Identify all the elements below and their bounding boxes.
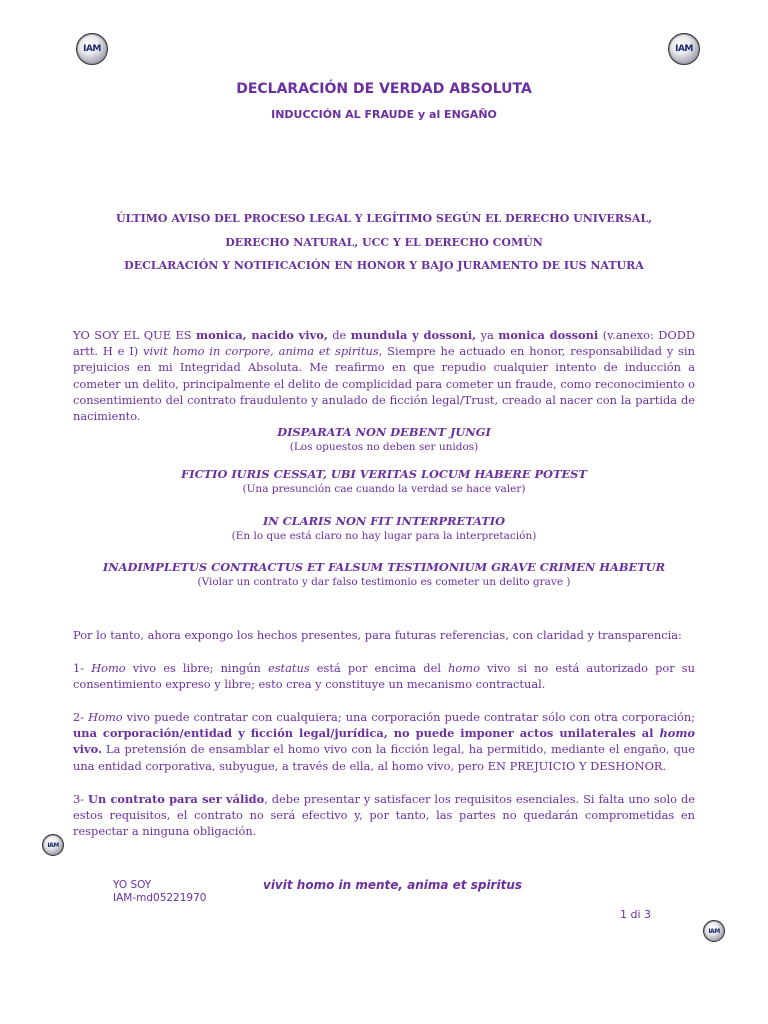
- fact-1: 1- Homo vivo es libre; ningún estatus está por encima del homo vivo si no está autorizado por su consentimiento expreso y libre; esto crea y constituye un mecanismo contractual.: [73, 661, 695, 692]
- facts-intro: Por lo tanto, ahora expongo los hechos presentes, para futuras referencias, con claridad y transparencia:: [73, 628, 682, 642]
- maxim-1: [0, 425, 768, 454]
- maxim-latin: IN CLARIS NON FIT INTERPRETATIO: [262, 514, 506, 528]
- document-subtitle: INDUCCIÓN AL FRAUDE y al ENGAÑO: [271, 108, 497, 121]
- heading-line-1: ÚLTIMO AVISO DEL PROCESO LEGAL Y LEGÍTIMO SEGÚN EL DERECHO UNIVERSAL,: [115, 212, 653, 225]
- heading-line-3: DECLARACIÓN Y NOTIFICACIÓN EN HONOR Y BAJO JURAMENTO DE IUS NATURA: [124, 259, 644, 272]
- footer-id: IAM-md05221970: [113, 892, 207, 904]
- seal-text: IAM: [708, 927, 720, 935]
- intro-paragraph: YO SOY EL QUE ES monica, nacido vivo, de mundula y dossoni, ya monica dossoni (v.anexo: DODD artt. H e I) vivit homo in corpore, anima et spiritus, Siempre he actuado en honor, responsabilidad y sin prejuicios en mi Integridad Absoluta. Me reafirmo en que repudio cualquier intento de inducción a cometer un delito, principalmente el delito de complicidad para cometer un fraude, como reconocimiento o consentimiento del contrato fraudulento y anulado de ficción legal/Trust, creado al nacer con la partida de nacimiento.: [73, 328, 696, 424]
- maxim-latin: FICTIO IURIS CESSAT, UBI VERITAS LOCUM HABERE POTEST: [181, 467, 587, 481]
- document-title: DECLARACIÓN DE VERDAD ABSOLUTA: [236, 81, 532, 97]
- fact-2: 2- Homo vivo puede contratar con cualquiera; una corporación puede contratar sólo con otra corporación; una corporación/entidad y ficción legal/jurídica, no puede imponer actos unilaterales al homo vivo. La pretensión de ensamblar el homo vivo con la ficción legal, ha permitido, mediante el engaño, que una entidad corporativa, subyugue, a través de ella, al homo vivo, pero EN PREJUICIO Y DESHONOR.: [73, 710, 695, 773]
- maxim-translation: (Violar un contrato y dar falso testimonio es cometer un delito grave ): [197, 576, 571, 588]
- fact-3: 3- Un contrato para ser válido, debe presentar y satisfacer los requisitos esenciales. Si falta uno solo de estos requisitos, el contrato no será efectivo y, por tanto, las partes no quedarán comprometidas en respectar a ninguna obligación.: [73, 792, 695, 839]
- seal-text: IAM: [675, 44, 693, 54]
- footer-identity: [113, 879, 206, 905]
- maxim-translation: (En lo que está claro no hay lugar para la interpretación): [231, 530, 537, 542]
- seal-logo-footer-right: [703, 920, 725, 942]
- footer-motto: vivit homo in mente, anima et spiritus: [263, 878, 523, 892]
- maxim-3: [0, 514, 768, 543]
- maxim-translation: (Una presunción cae cuando la verdad se hace valer): [242, 483, 526, 495]
- maxim-translation: (Los opuestos no deben ser unidos): [289, 441, 479, 453]
- seal-logo-top-left: [76, 33, 108, 65]
- page-number: 1 di 3: [620, 908, 652, 921]
- maxim-4: [0, 560, 768, 589]
- seal-text: IAM: [83, 44, 101, 54]
- seal-text: IAM: [47, 841, 59, 849]
- maxim-latin: INADIMPLETUS CONTRACTUS ET FALSUM TESTIMONIUM GRAVE CRIMEN HABETUR: [102, 560, 666, 574]
- seal-logo-top-right: [668, 33, 700, 65]
- maxim-2: [0, 467, 768, 496]
- footer-yo-soy: YO SOY: [113, 879, 152, 891]
- seal-logo-footer-left: [42, 834, 64, 856]
- maxim-latin: DISPARATA NON DEBENT JUNGI: [277, 425, 491, 439]
- heading-line-2: DERECHO NATURAL, UCC Y EL DERECHO COMÚN: [225, 236, 543, 249]
